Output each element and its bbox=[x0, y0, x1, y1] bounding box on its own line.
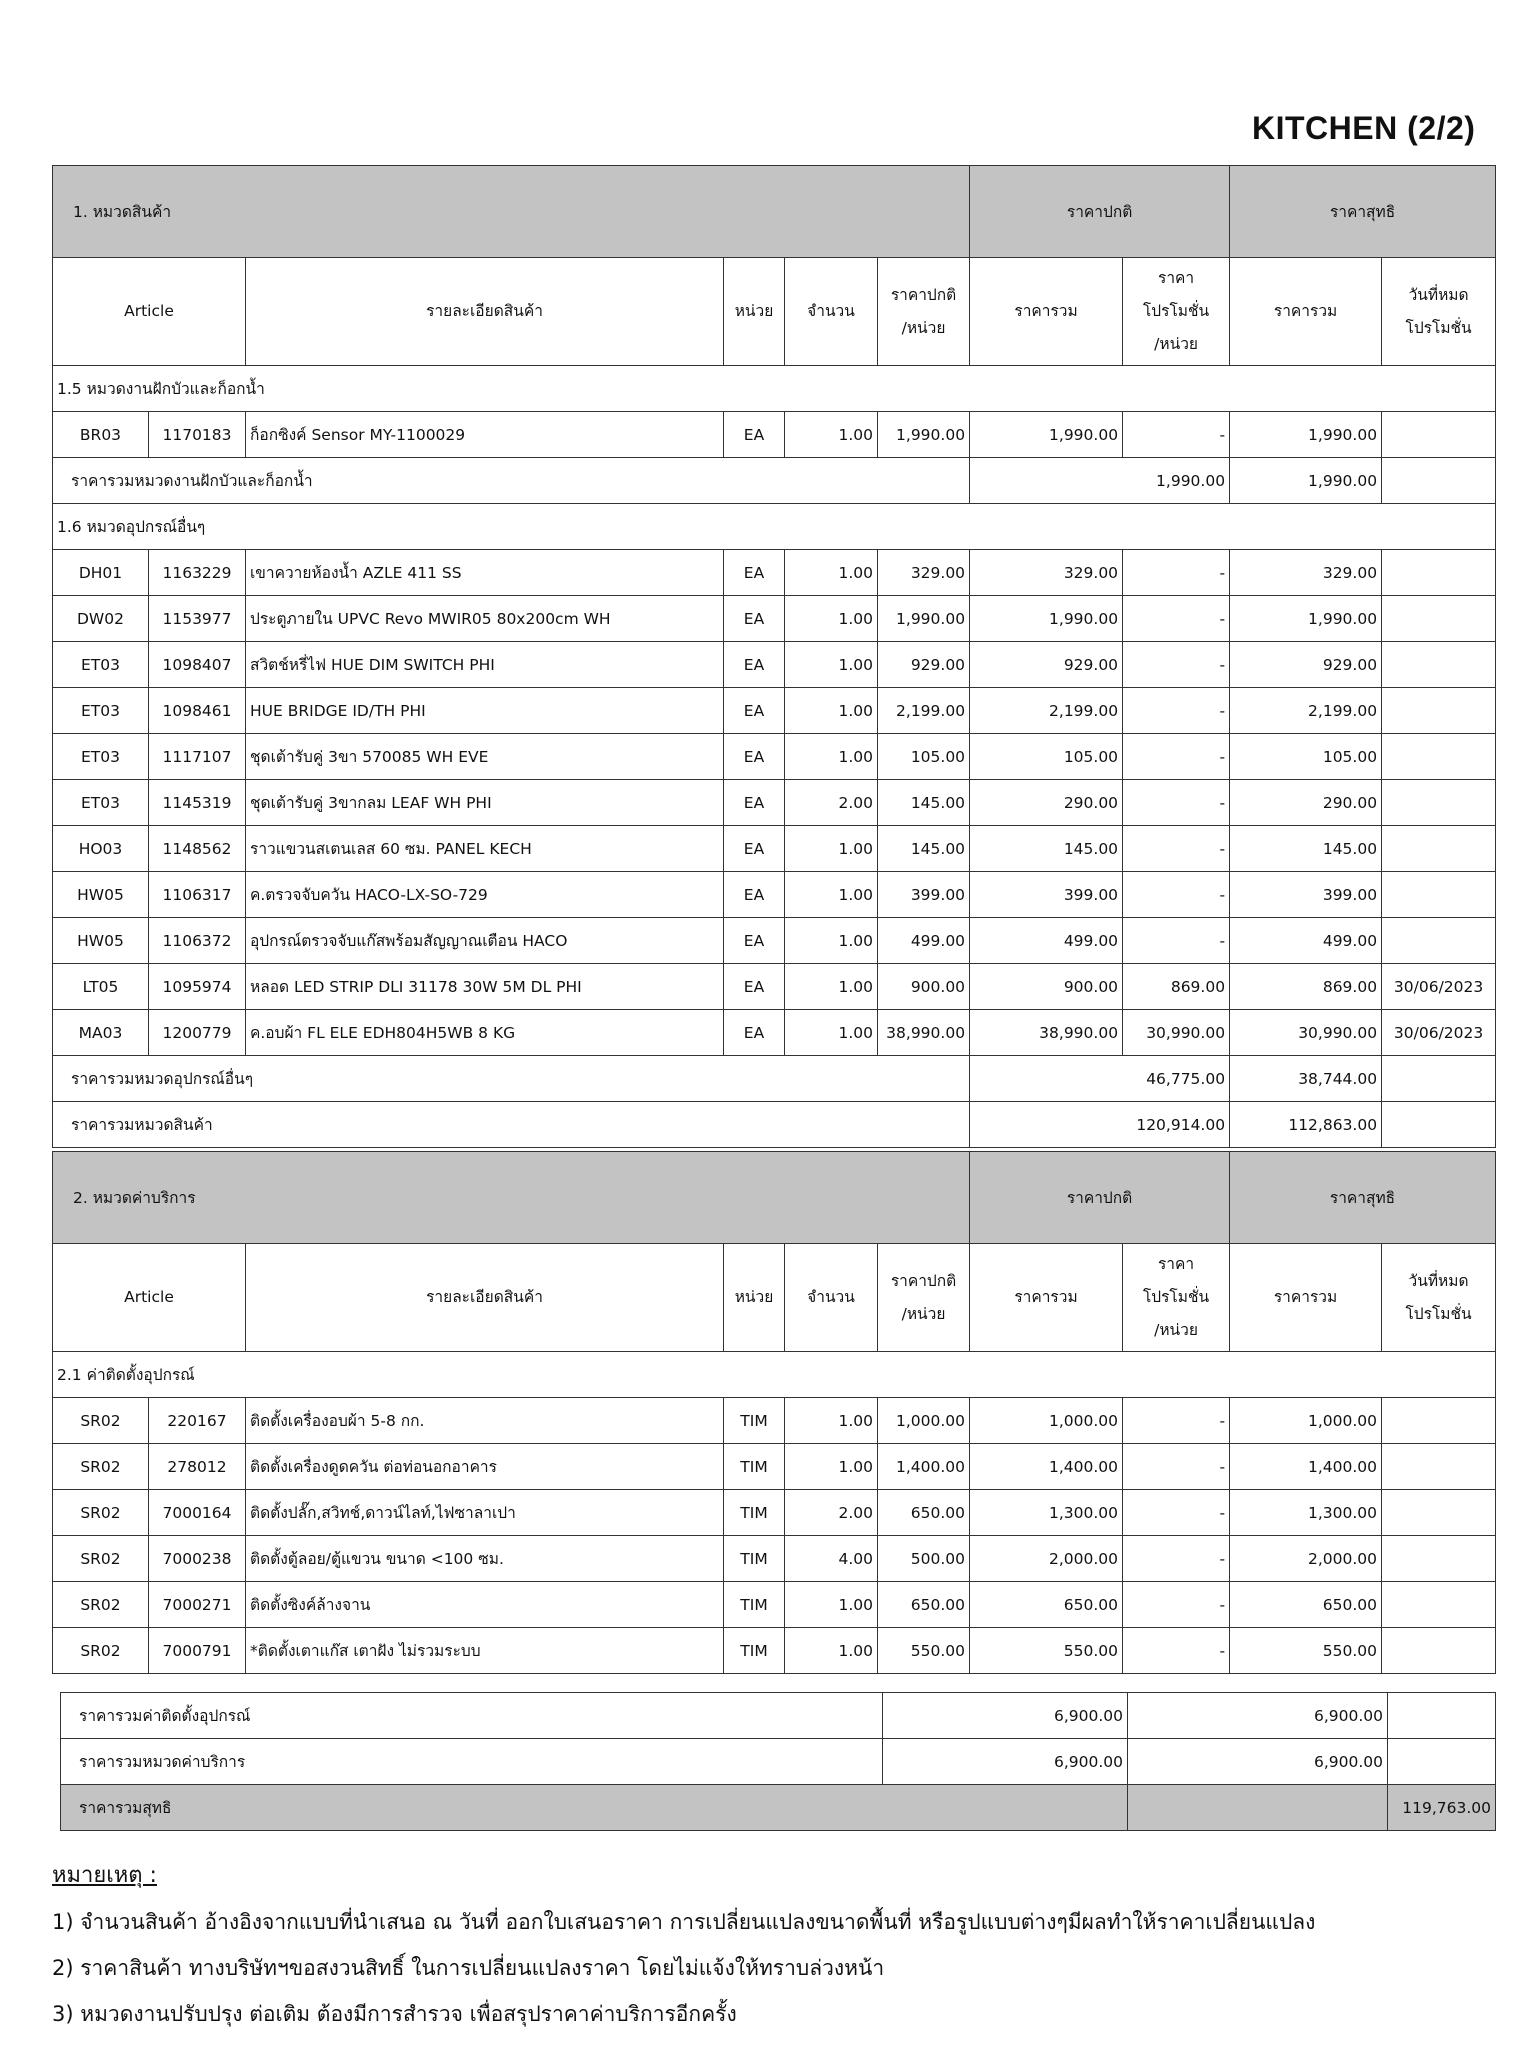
row-quantity: 1.00 bbox=[785, 872, 878, 918]
col-header-promo-price bbox=[1123, 1244, 1230, 1352]
row-total: 38,990.00 bbox=[970, 1010, 1123, 1056]
table-row bbox=[53, 1582, 1496, 1628]
shower-subtotal-label: ราคารวมหมวดงานฝักบัวและก็อกน้ำ bbox=[53, 458, 970, 504]
col-header-detail: รายละเอียดสินค้า bbox=[246, 1244, 724, 1352]
row-category-code: SR02 bbox=[53, 1444, 149, 1490]
row-unit-price: 145.00 bbox=[878, 826, 970, 872]
row-promo-end-date bbox=[1382, 596, 1496, 642]
table-row bbox=[53, 1490, 1496, 1536]
subsection-title: 1.6 หมวดอุปกรณ์อื่นๆ bbox=[53, 504, 1496, 550]
empty-cell bbox=[1388, 1739, 1496, 1785]
service-table bbox=[52, 1151, 1496, 1674]
grand-total-value: 119,763.00 bbox=[1388, 1785, 1496, 1831]
table-row bbox=[53, 964, 1496, 1010]
row-description: เขาควายห้องน้ำ AZLE 411 SS bbox=[246, 550, 724, 596]
row-total: 2,199.00 bbox=[970, 688, 1123, 734]
other-subtotal-net: 38,744.00 bbox=[1230, 1056, 1382, 1102]
row-article-number: 1098461 bbox=[149, 688, 246, 734]
table-row bbox=[53, 1398, 1496, 1444]
row-promo-price: - bbox=[1123, 412, 1230, 458]
row-promo-price: - bbox=[1123, 1582, 1230, 1628]
table-row bbox=[53, 734, 1496, 780]
section-title: 2. หมวดค่าบริการ bbox=[53, 1152, 970, 1244]
row-article-number: 7000791 bbox=[149, 1628, 246, 1674]
page-title: KITCHEN (2/2) bbox=[1252, 110, 1476, 146]
row-net-total: 2,000.00 bbox=[1230, 1536, 1382, 1582]
row-net-total: 550.00 bbox=[1230, 1628, 1382, 1674]
row-total: 105.00 bbox=[970, 734, 1123, 780]
row-category-code: HO03 bbox=[53, 826, 149, 872]
table-row bbox=[53, 780, 1496, 826]
row-net-total: 2,199.00 bbox=[1230, 688, 1382, 734]
row-promo-end-date bbox=[1382, 1628, 1496, 1674]
row-net-total: 1,300.00 bbox=[1230, 1490, 1382, 1536]
col-header-promo-end bbox=[1382, 258, 1496, 366]
shower-subtotal-net: 1,990.00 bbox=[1230, 458, 1382, 504]
col-header-qty: จำนวน bbox=[785, 258, 878, 366]
row-total: 929.00 bbox=[970, 642, 1123, 688]
row-total: 499.00 bbox=[970, 918, 1123, 964]
row-quantity: 1.00 bbox=[785, 964, 878, 1010]
row-description: ประตูภายใน UPVC Revo MWIR05 80x200cm WH bbox=[246, 596, 724, 642]
product-total-label: ราคารวมหมวดสินค้า bbox=[53, 1102, 970, 1148]
empty-cell bbox=[1382, 1056, 1496, 1102]
row-category-code: DH01 bbox=[53, 550, 149, 596]
table-row bbox=[53, 596, 1496, 642]
shower-subtotal bbox=[53, 458, 1496, 504]
install-subtotal-net: 6,900.00 bbox=[1128, 1693, 1388, 1739]
row-unit-price: 650.00 bbox=[878, 1582, 970, 1628]
row-unit-price: 500.00 bbox=[878, 1536, 970, 1582]
other-subtotal-label: ราคารวมหมวดอุปกรณ์อื่นๆ bbox=[53, 1056, 970, 1102]
empty-cell bbox=[1382, 458, 1496, 504]
shower-subtotal-normal: 1,990.00 bbox=[970, 458, 1230, 504]
group-net-price-header: ราคาสุทธิ bbox=[1230, 1152, 1496, 1244]
row-article-number: 1106372 bbox=[149, 918, 246, 964]
row-promo-end-date bbox=[1382, 780, 1496, 826]
subsection-title: 2.1 ค่าติดตั้งอุปกรณ์ bbox=[53, 1352, 1496, 1398]
row-net-total: 929.00 bbox=[1230, 642, 1382, 688]
row-description: *ติดตั้งเตาแก๊ส เตาฝัง ไม่รวมระบบ bbox=[246, 1628, 724, 1674]
row-category-code: HW05 bbox=[53, 872, 149, 918]
row-unit: EA bbox=[724, 412, 785, 458]
row-unit-price: 929.00 bbox=[878, 642, 970, 688]
row-promo-end-date bbox=[1382, 872, 1496, 918]
group-normal-price-header: ราคาปกติ bbox=[970, 166, 1230, 258]
product-total bbox=[53, 1102, 1496, 1148]
row-unit-price: 1,000.00 bbox=[878, 1398, 970, 1444]
row-category-code: ET03 bbox=[53, 780, 149, 826]
row-article-number: 1095974 bbox=[149, 964, 246, 1010]
row-unit-price: 550.00 bbox=[878, 1628, 970, 1674]
row-quantity: 2.00 bbox=[785, 1490, 878, 1536]
row-promo-price: - bbox=[1123, 826, 1230, 872]
row-description: ราวแขวนสเตนเลส 60 ซม. PANEL KECH bbox=[246, 826, 724, 872]
row-article-number: 1200779 bbox=[149, 1010, 246, 1056]
table-row bbox=[53, 872, 1496, 918]
row-unit-price: 499.00 bbox=[878, 918, 970, 964]
header-line: วันที่หมด bbox=[1408, 285, 1469, 304]
empty-cell bbox=[1128, 1785, 1388, 1831]
row-promo-end-date bbox=[1382, 1582, 1496, 1628]
col-header-detail: รายละเอียดสินค้า bbox=[246, 258, 724, 366]
row-promo-end-date bbox=[1382, 1536, 1496, 1582]
row-total: 399.00 bbox=[970, 872, 1123, 918]
row-quantity: 1.00 bbox=[785, 1444, 878, 1490]
row-description: ติดตั้งปลั๊ก,สวิทช์,ดาวน์ไลท์,ไฟซาลาเปา bbox=[246, 1490, 724, 1536]
col-header-total: ราคารวม bbox=[970, 258, 1123, 366]
row-net-total: 1,000.00 bbox=[1230, 1398, 1382, 1444]
row-unit: EA bbox=[724, 550, 785, 596]
row-unit-price: 650.00 bbox=[878, 1490, 970, 1536]
row-description: ติดตั้งเครื่องดูดควัน ต่อท่อนอกอาคาร bbox=[246, 1444, 724, 1490]
row-category-code: SR02 bbox=[53, 1490, 149, 1536]
row-article-number: 1148562 bbox=[149, 826, 246, 872]
header-line: /หน่วย bbox=[1154, 335, 1198, 353]
row-article-number: 7000238 bbox=[149, 1536, 246, 1582]
row-unit: TIM bbox=[724, 1444, 785, 1490]
row-unit-price: 399.00 bbox=[878, 872, 970, 918]
row-promo-end-date bbox=[1382, 1398, 1496, 1444]
row-total: 1,000.00 bbox=[970, 1398, 1123, 1444]
header-line: ราคา bbox=[1158, 269, 1195, 287]
table-row bbox=[53, 1010, 1496, 1056]
row-category-code: ET03 bbox=[53, 642, 149, 688]
header-line: วันที่หมด bbox=[1408, 1271, 1469, 1290]
row-description: ติดตั้งเครื่องอบผ้า 5-8 กก. bbox=[246, 1398, 724, 1444]
service-total-label: ราคารวมหมวดค่าบริการ bbox=[61, 1739, 883, 1785]
row-net-total: 105.00 bbox=[1230, 734, 1382, 780]
group-net-price-header: ราคาสุทธิ bbox=[1230, 166, 1496, 258]
row-article-number: 278012 bbox=[149, 1444, 246, 1490]
row-description: หลอด LED STRIP DLI 31178 30W 5M DL PHI bbox=[246, 964, 724, 1010]
row-net-total: 869.00 bbox=[1230, 964, 1382, 1010]
service-total-normal: 6,900.00 bbox=[883, 1739, 1128, 1785]
empty-cell bbox=[1382, 1102, 1496, 1148]
note-item: 3) หมวดงานปรับปรุง ต่อเติม ต้องมีการสำรวจ เพื่อสรุปราคาค่าบริการอีกครั้ง bbox=[52, 2002, 737, 2026]
empty-cell bbox=[1388, 1693, 1496, 1739]
header-line: โปรโมชั่น bbox=[1142, 302, 1210, 320]
row-quantity: 4.00 bbox=[785, 1536, 878, 1582]
row-description: ค.ตรวจจับควัน HACO-LX-SO-729 bbox=[246, 872, 724, 918]
row-net-total: 499.00 bbox=[1230, 918, 1382, 964]
row-unit: EA bbox=[724, 780, 785, 826]
row-category-code: ET03 bbox=[53, 688, 149, 734]
row-total: 1,990.00 bbox=[970, 596, 1123, 642]
subsection-title-row bbox=[53, 1352, 1496, 1398]
row-promo-price: - bbox=[1123, 918, 1230, 964]
row-category-code: LT05 bbox=[53, 964, 149, 1010]
row-promo-price: - bbox=[1123, 1628, 1230, 1674]
totals-table bbox=[60, 1692, 1496, 1831]
header-line: โปรโมชั่น bbox=[1142, 1288, 1210, 1306]
row-quantity: 1.00 bbox=[785, 826, 878, 872]
row-promo-price: - bbox=[1123, 642, 1230, 688]
note-item: 1) จำนวนสินค้า อ้างอิงจากแบบที่นำเสนอ ณ วันที่ ออกใบเสนอราคา การเปลี่ยนแปลงขนาดพื้นที่ หรือรูปแบบต่างๆมีผลทำให้ราคาเปลี่ยนแปลง bbox=[52, 1910, 1316, 1934]
row-unit: EA bbox=[724, 642, 785, 688]
note-item: 2) ราคาสินค้า ทางบริษัทฯขอสงวนสิทธิ์ ในการเปลี่ยนแปลงราคา โดยไม่แจ้งให้ทราบล่วงหน้า bbox=[52, 1956, 885, 1980]
header-line: /หน่วย bbox=[901, 318, 946, 337]
row-description: ชุดเต้ารับคู่ 3ขากลม LEAF WH PHI bbox=[246, 780, 724, 826]
column-header-row bbox=[53, 258, 1496, 366]
service-total-net: 6,900.00 bbox=[1128, 1739, 1388, 1785]
row-promo-end-date bbox=[1382, 1490, 1496, 1536]
subsection-title-row bbox=[53, 504, 1496, 550]
table-row bbox=[53, 1628, 1496, 1674]
row-description: ก็อกซิงค์ Sensor MY-1100029 bbox=[246, 412, 724, 458]
row-category-code: HW05 bbox=[53, 918, 149, 964]
row-unit-price: 329.00 bbox=[878, 550, 970, 596]
row-net-total: 290.00 bbox=[1230, 780, 1382, 826]
row-promo-end-date bbox=[1382, 918, 1496, 964]
row-promo-price: 869.00 bbox=[1123, 964, 1230, 1010]
row-total: 550.00 bbox=[970, 1628, 1123, 1674]
row-quantity: 1.00 bbox=[785, 918, 878, 964]
row-quantity: 1.00 bbox=[785, 734, 878, 780]
row-article-number: 1106317 bbox=[149, 872, 246, 918]
row-net-total: 145.00 bbox=[1230, 826, 1382, 872]
col-header-unit: หน่วย bbox=[724, 1244, 785, 1352]
row-quantity: 1.00 bbox=[785, 1582, 878, 1628]
row-quantity: 1.00 bbox=[785, 1628, 878, 1674]
row-unit: EA bbox=[724, 688, 785, 734]
row-quantity: 1.00 bbox=[785, 412, 878, 458]
col-header-promo-price bbox=[1123, 258, 1230, 366]
row-net-total: 30,990.00 bbox=[1230, 1010, 1382, 1056]
product-table bbox=[52, 165, 1496, 1148]
row-article-number: 1170183 bbox=[149, 412, 246, 458]
col-header-price-per-unit bbox=[878, 258, 970, 366]
row-total: 1,400.00 bbox=[970, 1444, 1123, 1490]
row-description: HUE BRIDGE ID/TH PHI bbox=[246, 688, 724, 734]
row-category-code: SR02 bbox=[53, 1398, 149, 1444]
header-line: ราคาปกติ bbox=[890, 1271, 957, 1290]
row-quantity: 1.00 bbox=[785, 550, 878, 596]
section-header-band bbox=[53, 1152, 1496, 1244]
row-promo-price: - bbox=[1123, 872, 1230, 918]
row-total: 650.00 bbox=[970, 1582, 1123, 1628]
row-total: 1,300.00 bbox=[970, 1490, 1123, 1536]
col-header-unit: หน่วย bbox=[724, 258, 785, 366]
row-total: 329.00 bbox=[970, 550, 1123, 596]
header-line: ราคา bbox=[1157, 1255, 1195, 1273]
row-promo-price: - bbox=[1123, 1444, 1230, 1490]
table-row bbox=[53, 412, 1496, 458]
row-article-number: 7000164 bbox=[149, 1490, 246, 1536]
row-net-total: 1,990.00 bbox=[1230, 596, 1382, 642]
table-row bbox=[53, 550, 1496, 596]
table-row bbox=[53, 826, 1496, 872]
row-total: 2,000.00 bbox=[970, 1536, 1123, 1582]
row-unit-price: 105.00 bbox=[878, 734, 970, 780]
row-promo-price: 30,990.00 bbox=[1123, 1010, 1230, 1056]
row-promo-price: - bbox=[1123, 596, 1230, 642]
row-article-number: 1117107 bbox=[149, 734, 246, 780]
install-subtotal-row bbox=[61, 1693, 1496, 1739]
row-quantity: 1.00 bbox=[785, 642, 878, 688]
table-row bbox=[53, 642, 1496, 688]
row-category-code: SR02 bbox=[53, 1536, 149, 1582]
table-row bbox=[53, 1444, 1496, 1490]
other-subtotal bbox=[53, 1056, 1496, 1102]
row-total: 145.00 bbox=[970, 826, 1123, 872]
col-header-article: Article bbox=[53, 1244, 246, 1352]
row-description: ติดตั้งตู้ลอย/ตู้แขวน ขนาด <100 ซม. bbox=[246, 1536, 724, 1582]
row-unit: EA bbox=[724, 918, 785, 964]
row-unit-price: 1,990.00 bbox=[878, 412, 970, 458]
row-unit-price: 900.00 bbox=[878, 964, 970, 1010]
row-article-number: 1163229 bbox=[149, 550, 246, 596]
row-total: 900.00 bbox=[970, 964, 1123, 1010]
header-line: โปรโมชั่น bbox=[1405, 1304, 1472, 1323]
grand-total-row bbox=[61, 1785, 1496, 1831]
row-promo-price: - bbox=[1123, 734, 1230, 780]
row-unit: TIM bbox=[724, 1536, 785, 1582]
row-unit: EA bbox=[724, 826, 785, 872]
col-header-article: Article bbox=[53, 258, 246, 366]
row-unit: TIM bbox=[724, 1628, 785, 1674]
row-unit: EA bbox=[724, 964, 785, 1010]
service-total-row bbox=[61, 1739, 1496, 1785]
row-promo-end-date bbox=[1382, 734, 1496, 780]
row-unit-price: 38,990.00 bbox=[878, 1010, 970, 1056]
row-quantity: 1.00 bbox=[785, 1398, 878, 1444]
section-header-band bbox=[53, 166, 1496, 258]
row-unit-price: 1,400.00 bbox=[878, 1444, 970, 1490]
section-title: 1. หมวดสินค้า bbox=[53, 166, 970, 258]
row-promo-price: - bbox=[1123, 780, 1230, 826]
row-promo-end-date bbox=[1382, 642, 1496, 688]
group-normal-price-header: ราคาปกติ bbox=[970, 1152, 1230, 1244]
row-description: ค.อบผ้า FL ELE EDH804H5WB 8 KG bbox=[246, 1010, 724, 1056]
row-quantity: 1.00 bbox=[785, 596, 878, 642]
row-description: ชุดเต้ารับคู่ 3ขา 570085 WH EVE bbox=[246, 734, 724, 780]
row-quantity: 1.00 bbox=[785, 1010, 878, 1056]
grand-total-label: ราคารวมสุทธิ bbox=[61, 1785, 1128, 1831]
row-unit: TIM bbox=[724, 1398, 785, 1444]
row-unit-price: 145.00 bbox=[878, 780, 970, 826]
row-promo-end-date bbox=[1382, 1444, 1496, 1490]
row-promo-end-date: 30/06/2023 bbox=[1382, 1010, 1496, 1056]
header-line: /หน่วย bbox=[1154, 1321, 1198, 1339]
row-category-code: DW02 bbox=[53, 596, 149, 642]
row-article-number: 1145319 bbox=[149, 780, 246, 826]
row-category-code: BR03 bbox=[53, 412, 149, 458]
other-subtotal-normal: 46,775.00 bbox=[970, 1056, 1230, 1102]
row-promo-end-date bbox=[1382, 550, 1496, 596]
subsection-title-row bbox=[53, 366, 1496, 412]
row-promo-price: - bbox=[1123, 1398, 1230, 1444]
row-unit: TIM bbox=[724, 1582, 785, 1628]
row-description: อุปกรณ์ตรวจจับแก๊สพร้อมสัญญาณเตือน HACO bbox=[246, 918, 724, 964]
row-net-total: 329.00 bbox=[1230, 550, 1382, 596]
row-net-total: 1,400.00 bbox=[1230, 1444, 1382, 1490]
col-header-net-total: ราคารวม bbox=[1230, 1244, 1382, 1352]
row-unit: EA bbox=[724, 872, 785, 918]
row-category-code: SR02 bbox=[53, 1582, 149, 1628]
col-header-net-total: ราคารวม bbox=[1230, 258, 1382, 366]
row-category-code: MA03 bbox=[53, 1010, 149, 1056]
col-header-qty: จำนวน bbox=[785, 1244, 878, 1352]
table-row bbox=[53, 688, 1496, 734]
row-net-total: 399.00 bbox=[1230, 872, 1382, 918]
row-category-code: ET03 bbox=[53, 734, 149, 780]
row-unit: TIM bbox=[724, 1490, 785, 1536]
row-article-number: 1153977 bbox=[149, 596, 246, 642]
row-promo-price: - bbox=[1123, 550, 1230, 596]
row-article-number: 220167 bbox=[149, 1398, 246, 1444]
notes-title: หมายเหตุ : bbox=[52, 1863, 157, 1888]
row-unit-price: 1,990.00 bbox=[878, 596, 970, 642]
col-header-total: ราคารวม bbox=[970, 1244, 1123, 1352]
product-total-normal: 120,914.00 bbox=[970, 1102, 1230, 1148]
row-total: 290.00 bbox=[970, 780, 1123, 826]
row-promo-end-date: 30/06/2023 bbox=[1382, 964, 1496, 1010]
row-net-total: 650.00 bbox=[1230, 1582, 1382, 1628]
header-line: /หน่วย bbox=[901, 1304, 946, 1323]
row-description: สวิตช์หรี่ไฟ HUE DIM SWITCH PHI bbox=[246, 642, 724, 688]
header-line: โปรโมชั่น bbox=[1405, 318, 1472, 337]
row-net-total: 1,990.00 bbox=[1230, 412, 1382, 458]
row-promo-end-date bbox=[1382, 826, 1496, 872]
row-unit: EA bbox=[724, 1010, 785, 1056]
install-subtotal-normal: 6,900.00 bbox=[883, 1693, 1128, 1739]
col-header-promo-end bbox=[1382, 1244, 1496, 1352]
row-quantity: 1.00 bbox=[785, 688, 878, 734]
header-line: ราคาปกติ bbox=[890, 285, 957, 304]
row-category-code: SR02 bbox=[53, 1628, 149, 1674]
row-description: ติดตั้งซิงค์ล้างจาน bbox=[246, 1582, 724, 1628]
row-promo-price: - bbox=[1123, 688, 1230, 734]
column-header-row bbox=[53, 1244, 1496, 1352]
table-row bbox=[53, 1536, 1496, 1582]
row-unit: EA bbox=[724, 734, 785, 780]
row-article-number: 1098407 bbox=[149, 642, 246, 688]
notes bbox=[52, 1856, 1315, 2040]
row-unit-price: 2,199.00 bbox=[878, 688, 970, 734]
table-row bbox=[53, 918, 1496, 964]
row-promo-end-date bbox=[1382, 688, 1496, 734]
row-total: 1,990.00 bbox=[970, 412, 1123, 458]
install-subtotal-label: ราคารวมค่าติดตั้งอุปกรณ์ bbox=[61, 1693, 883, 1739]
subsection-title: 1.5 หมวดงานฝักบัวและก็อกน้ำ bbox=[53, 366, 1496, 412]
row-promo-price: - bbox=[1123, 1490, 1230, 1536]
row-quantity: 2.00 bbox=[785, 780, 878, 826]
col-header-price-per-unit bbox=[878, 1244, 970, 1352]
product-total-net: 112,863.00 bbox=[1230, 1102, 1382, 1148]
row-promo-end-date bbox=[1382, 412, 1496, 458]
row-unit: EA bbox=[724, 596, 785, 642]
row-article-number: 7000271 bbox=[149, 1582, 246, 1628]
row-promo-price: - bbox=[1123, 1536, 1230, 1582]
